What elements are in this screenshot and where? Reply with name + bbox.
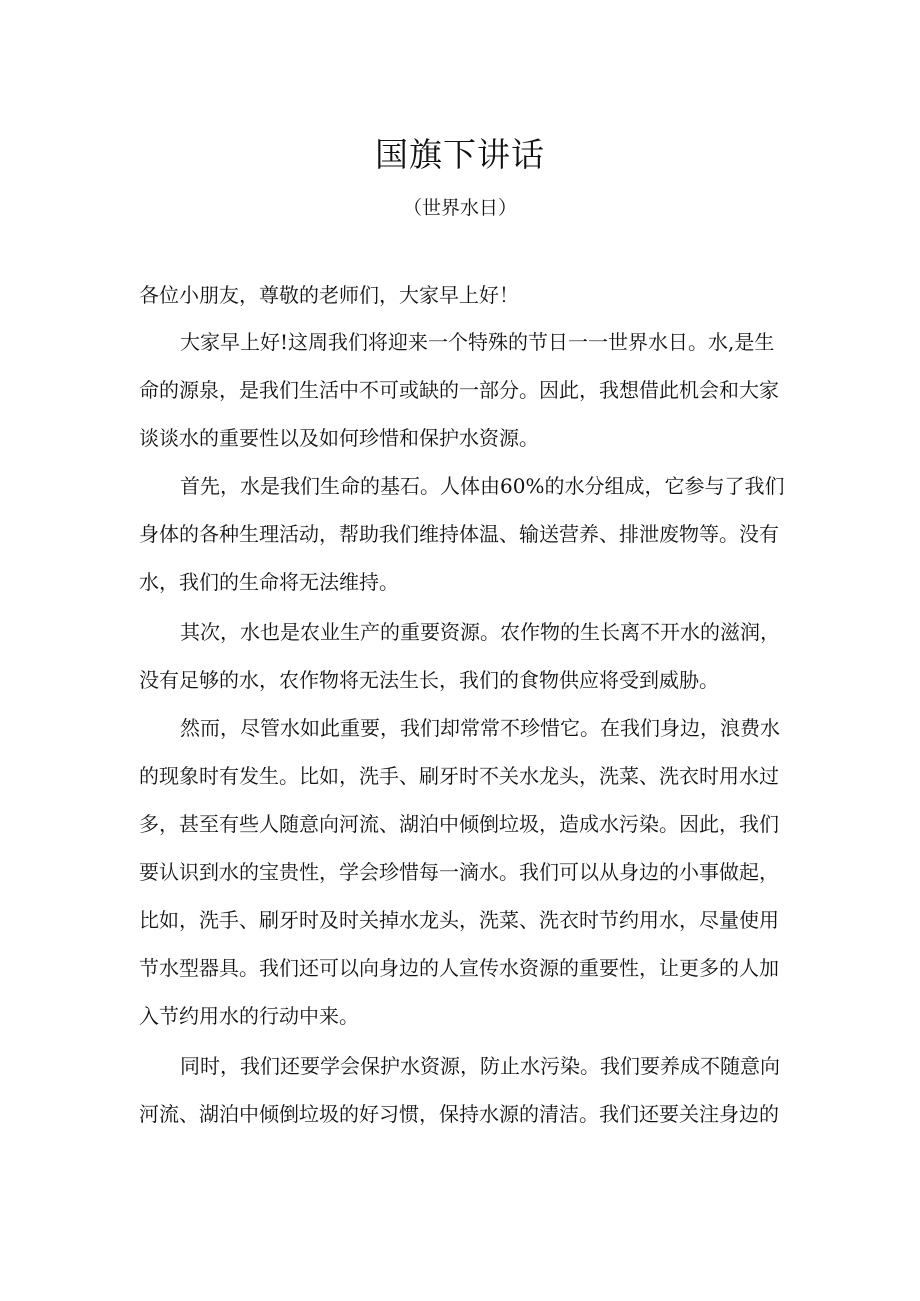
paragraph-line: 没有足够的水，农作物将无法生长，我们的食物供应将受到威胁。 — [139, 668, 719, 692]
document-subtitle: （世界水日） — [402, 197, 517, 219]
paragraph-line: 入节约用水的行动中来。 — [139, 1004, 359, 1028]
paragraph-line: 比如，洗手、刷牙时及时关掉水龙头，洗菜、洗衣时节约用水，尽量使用 — [139, 908, 779, 932]
paragraph-line: 节水型器具。我们还可以向身边的人宣传水资源的重要性，让更多的人加 — [139, 956, 779, 980]
salutation: 各位小朋友，尊敬的老师们，大家早上好！ — [139, 283, 519, 307]
paragraph-line: 同时，我们还要学会保护水资源，防止水污染。我们要养成不随意向 — [180, 1054, 780, 1078]
paragraph-line: 的现象时有发生。比如，洗手、刷牙时不关水龙头，洗菜、洗衣时用水过 — [139, 764, 779, 788]
paragraph-line: 谈谈水的重要性以及如何珍惜和保护水资源。 — [139, 426, 539, 450]
paragraph-line: 命的源泉，是我们生活中不可或缺的一部分。因此，我想借此机会和大家 — [139, 378, 779, 402]
paragraph-line: 身体的各种生理活动，帮助我们维持体温、输送营养、排泄废物等。没有 — [139, 522, 779, 546]
paragraph-line: 多，甚至有些人随意向河流、湖泊中倾倒垃圾，造成水污染。因此，我们 — [139, 812, 779, 836]
paragraph-line: 大家早上好!这周我们将迎来一个特殊的节日一一世界水日。水,是生 — [180, 330, 775, 354]
paragraph-line: 其次，水也是农业生产的重要资源。农作物的生长离不开水的滋润， — [180, 620, 780, 644]
paragraph-line: 河流、湖泊中倾倒垃圾的好习惯，保持水源的清洁。我们还要关注身边的 — [139, 1102, 779, 1126]
document-title: 国旗下讲话 — [375, 135, 545, 174]
paragraph-line: 首先，水是我们生命的基石。人体由60%的水分组成，它参与了我们 — [180, 474, 785, 498]
paragraph-line: 水，我们的生命将无法维持。 — [139, 570, 399, 594]
paragraph-line: 然而，尽管水如此重要，我们却常常不珍惜它。在我们身边，浪费水 — [180, 716, 780, 740]
paragraph-line: 要认识到水的宝贵性，学会珍惜每一滴水。我们可以从身边的小事做起， — [139, 860, 779, 884]
